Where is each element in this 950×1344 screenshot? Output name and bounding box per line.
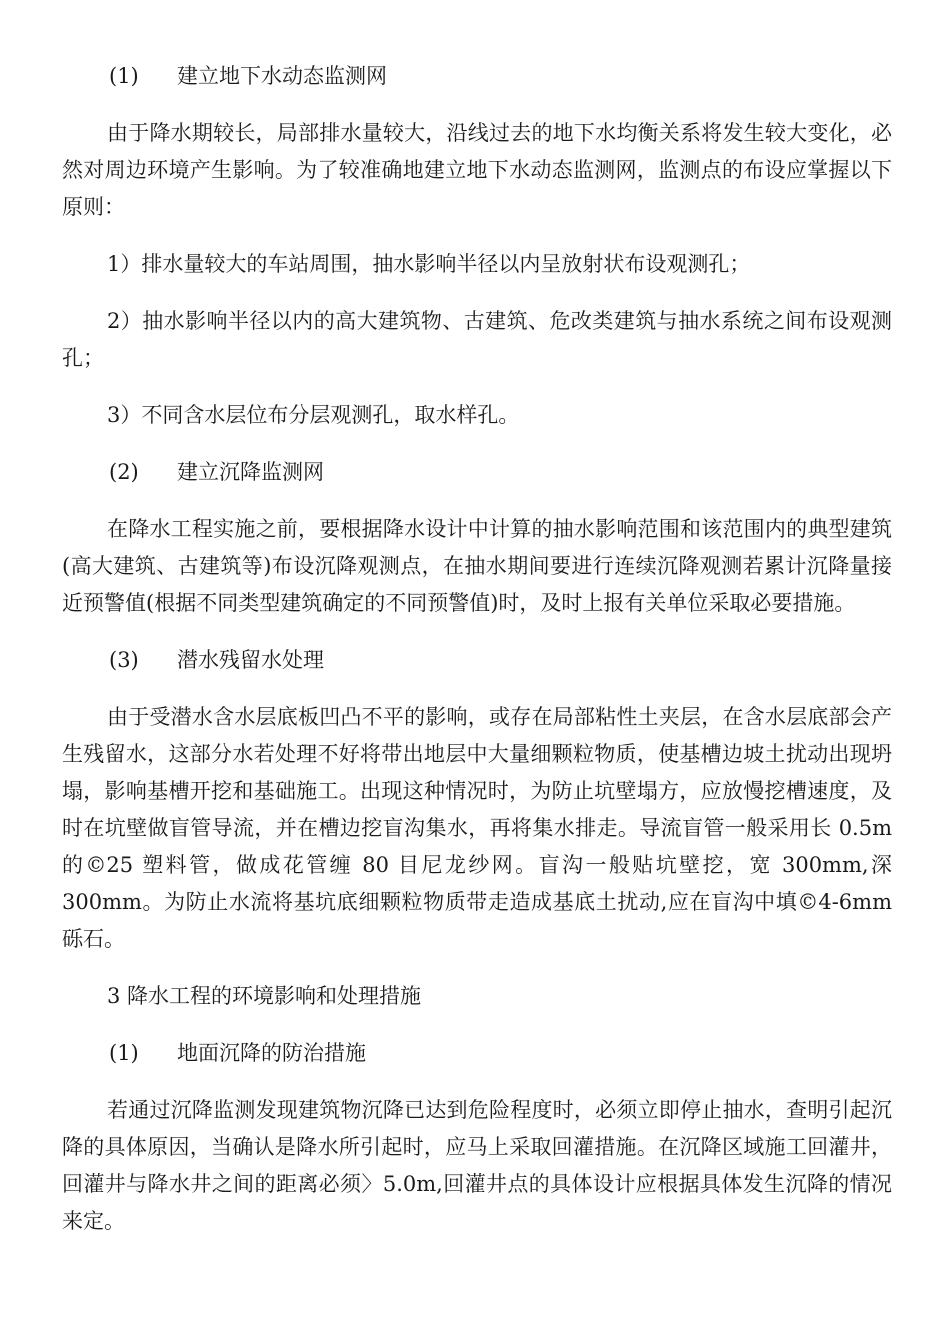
paragraph-settlement-monitoring: 在降水工程实施之前，要根据降水设计中计算的抽水影响范围和该范围内的典型建筑(高大建筑、古建筑等)布设沉降观测点，在抽水期间要进行连续沉降观测若累计沉降量接近预警值(根据不同类型建筑确定的不同预警值)时，及时上报有关单位采取必要措施。 [62, 517, 892, 615]
heading-number: (1) [109, 64, 139, 88]
heading-number: (1) [109, 1041, 139, 1065]
chapter-title: 3 降水工程的环境影响和处理措施 [107, 984, 422, 1008]
section-heading-residual-water [62, 642, 892, 679]
heading-text: 建立沉降监测网 [177, 460, 324, 484]
paragraph-subsidence-prevention: 若通过沉降监测发现建筑物沉降已达到危险程度时，必须立即停止抽水，查明引起沉降的具体原因，当确认是降水所引起时，应马上采取回灌措施。在沉降区域施工回灌井，回灌井与降水井之间的距离必须〉5.0m,回灌井点的具体设计应根据具体发生沉降的情况来定。 [62, 1098, 892, 1233]
paragraph-residual-water: 由于受潜水含水层底板凹凸不平的影响，或存在局部粘性土夹层，在含水层底部会产生残留水，这部分水若处理不好将带出地层中大量细颗粒物质，使基槽边坡土扰动出现坍塌，影响基槽开挖和基础施工。出现这种情况时，为防止坑壁塌方，应放慢挖槽速度，及时在坑壁做盲管导流，并在槽边挖盲沟集水，再将集水排走。导流盲管一般采用长 0.5m 的©25 塑料管，做成花管缠 80 目尼龙纱网。盲沟一般贴坑壁挖，宽 300mm,深 300mm。为防止水流将基坑底细颗粒物质带走造成基底土扰动,应在盲沟中填©4-6mm 砾石。 [62, 705, 892, 951]
document-page [62, 58, 892, 1260]
heading-text: 建立地下水动态监测网 [177, 64, 387, 88]
heading-number: (2) [109, 460, 139, 484]
section-heading-subsidence-prevention [62, 1035, 892, 1072]
section-heading-groundwater-monitoring [62, 58, 892, 95]
heading-number: (3) [109, 648, 139, 672]
list-item: 3）不同含水层位布分层观测孔，取水样孔。 [107, 403, 520, 427]
section-heading-settlement-monitoring [62, 454, 892, 491]
list-item: 2）抽水影响半径以内的高大建筑物、古建筑、危改类建筑与抽水系统之间布设观测孔； [62, 309, 892, 370]
heading-text: 地面沉降的防治措施 [177, 1041, 366, 1065]
paragraph-groundwater-intro: 由于降水期较长，局部排水量较大，沿线过去的地下水均衡关系将发生较大变化，必然对周边环境产生影响。为了较准确地建立地下水动态监测网，监测点的布设应掌握以下原则： [62, 121, 892, 219]
list-item: 1）排水量较大的车站周围，抽水影响半径以内呈放射状布设观测孔； [107, 252, 751, 276]
heading-text: 潜水残留水处理 [177, 648, 324, 672]
